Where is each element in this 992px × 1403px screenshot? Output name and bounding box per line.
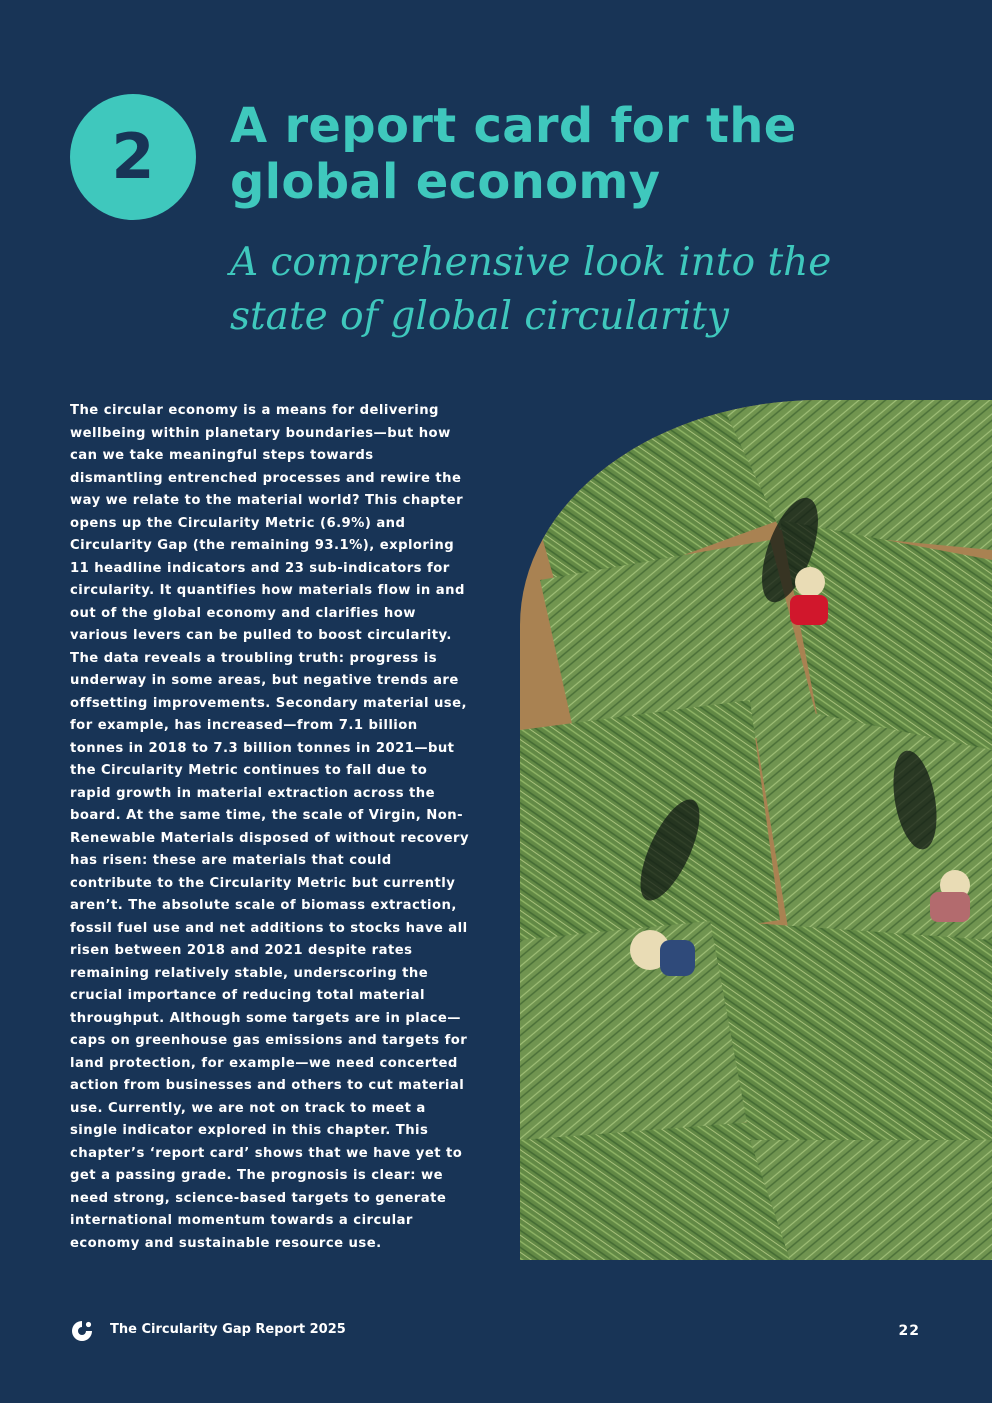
intro-paragraph: The circular economy is a means for delivering wellbeing within planetary boundaries—but how can we take meaningful steps towards dismantling entrenched processes and rewire the way we relate to the material world? This chapter opens up the Circularity Metric (6.9%) and Circularity Gap (the remaining 93.1%), exploring 11 headline indicators and 23 sub-indicators for circularity. It quantifies how materials flow in and out of the global economy and clarifies how various levers can be pulled to boost circularity. The data reveals a troubling truth: progress is underway in some areas, but negative trends are offsetting improvements. Secondary material use, for example, has increased—from 7.1 billion tonnes in 2018 to 7.3 billion tonnes in 2021—but the Circularity Metric continues to fall due to rapid growth in material extraction across the board. At the same time, the scale of Virgin, Non-Renewable Materials disposed of without recovery has risen: these are materials that could contribute to the Circularity Metric but currently aren’t. The absolute scale of biomass extraction, fossil fuel use and net additions to stocks have all risen between 2018 and 2021 despite rates remaining relatively stable, underscoring the crucial importance of reducing total material throughput. Although some targets are in place—caps on greenhouse gas emissions and targets for land protection, for example—we need concerted action from businesses and others to cut material use. Currently, we are not on track to meet a single indicator explored in this chapter. This chapter’s ‘report card’ shows that we have yet to get a passing grade. The prognosis is clear: we need strong, science-based targets to generate international momentum towards a circular economy and sustainable resource use. [70, 403, 469, 1251]
chapter-subtitle: A comprehensive look into the state of global circularity [230, 240, 832, 339]
chapter-number-badge [70, 94, 196, 220]
page-number: 22 [898, 1323, 920, 1339]
footer-report-title: The Circularity Gap Report 2025 [110, 1322, 346, 1337]
aerial-photo-reed-harvest [520, 400, 992, 1260]
chapter-number: 2 [111, 120, 155, 193]
chapter-title: A report card for the global economy [230, 98, 797, 210]
circularity-gap-logo-icon [70, 1319, 94, 1343]
